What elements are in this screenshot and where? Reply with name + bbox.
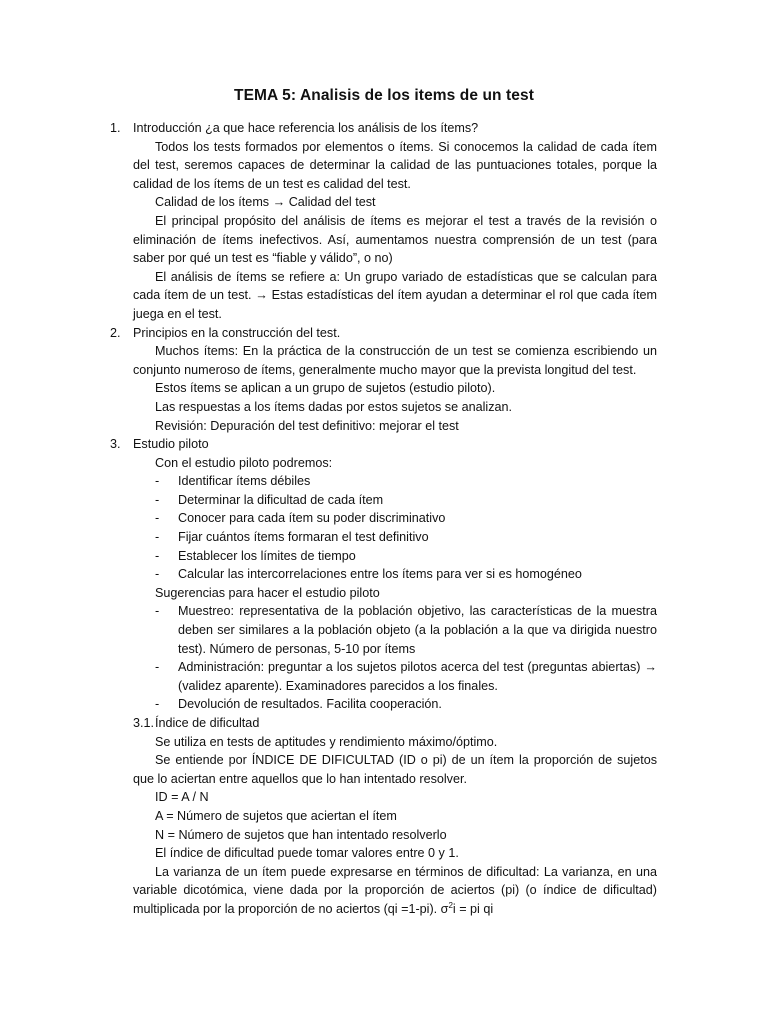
- bullet-list-capabilities: [110, 472, 657, 584]
- list-dash: -: [155, 604, 160, 619]
- formula: ID = A / N: [155, 790, 209, 805]
- section-heading-text: Estudio piloto: [133, 437, 209, 452]
- subsection-number: 3.1.: [133, 716, 155, 730]
- list-item: [110, 658, 657, 695]
- paragraph: Muchos ítems: En la práctica de la construcción de un test se comienza escribiendo un conjunto numeroso de ítems, generalmente mucho mayor que la prevista longitud del test.: [133, 344, 657, 377]
- paragraph: El análisis de ítems se refiere a: Un grupo variado de estadísticas que se calculan para cada ítem de un test. → Estas estadísticas del ítem ayudan a determinar el rol que cada ítem juega en el test.: [133, 269, 657, 321]
- list-dash: -: [155, 660, 160, 675]
- bullet-list-suggestions: [110, 602, 657, 714]
- paragraph-text: La varianza de un ítem puede expresarse en términos de dificultad: La varianza, en una variable dicotómica, viene dada por la proporción de aciertos (pi) (o índice de dificultad) multiplicada por la proporción de no aciertos (qi =1-pi).: [133, 864, 657, 916]
- section-2-heading: [110, 324, 657, 343]
- list-dash: -: [155, 511, 160, 526]
- section-number: 3.: [110, 437, 121, 452]
- list-item-text: Establecer los límites de tiempo: [178, 548, 356, 563]
- list-item: [110, 602, 657, 658]
- list-item: [110, 547, 657, 566]
- paragraph: Sugerencias para hacer el estudio piloto: [155, 585, 380, 600]
- paragraph: Todos los tests formados por elementos o ítems. Si conocemos la calidad de cada ítem del test, seremos capaces de determinar la calidad de las puntuaciones totales, porque la calidad de los ítems de un test es calidad del test.: [133, 139, 657, 191]
- section-heading-text: Principios en la construcción del test.: [133, 325, 341, 340]
- list-item-text: Conocer para cada ítem su poder discriminativo: [178, 511, 446, 526]
- list-item-text: Calcular las intercorrelaciones entre los ítems para ver si es homogéneo: [178, 567, 582, 582]
- formula: N = Número de sujetos que han intentado resolverlo: [155, 827, 447, 842]
- section-1-heading: [110, 119, 657, 138]
- list-item: [110, 695, 657, 714]
- list-item-text: Determinar la dificultad de cada ítem: [178, 492, 384, 507]
- sigma-symbol: σ: [440, 901, 449, 916]
- paragraph: Revisión: Depuración del test definitivo: mejorar el test: [155, 418, 459, 433]
- paragraph: El principal propósito del análisis de ítems es mejorar el test a través de la revisión o eliminación de ítems inefectivos. Así, aumentamos nuestra comprensión de un test (para saber por qué un test es “fiable y válido”, o no): [133, 213, 657, 266]
- paragraph: Se utiliza en tests de aptitudes y rendimiento máximo/óptimo.: [155, 734, 498, 749]
- formula-tail: i = pi qi: [452, 901, 494, 916]
- list-item-text: Administración: preguntar a los sujetos pilotos acerca del test (preguntas abiertas) → (validez aparente). Examinadores parecidos a los finales.: [178, 660, 657, 693]
- list-dash: -: [155, 567, 160, 582]
- section-3-heading: [110, 435, 657, 454]
- list-item-text: Identificar ítems débiles: [178, 474, 311, 489]
- list-item: [110, 491, 657, 510]
- section-heading-text: Introducción ¿a que hace referencia los análisis de los ítems?: [133, 121, 479, 135]
- subsection-3-1-heading: [110, 714, 657, 733]
- paragraph: Las respuestas a los ítems dadas por estos sujetos se analizan.: [155, 399, 513, 414]
- paragraph: Con el estudio piloto podremos:: [155, 455, 333, 470]
- list-item: [110, 472, 657, 491]
- section-number: 2.: [110, 325, 121, 340]
- paragraph-variance: [110, 863, 657, 919]
- paragraph: Se entiende por ÍNDICE DE DIFICULTAD (ID o pi) de un ítem la proporción de sujetos que lo aciertan entre aquellos que lo han intentado resolver.: [133, 753, 657, 786]
- list-item: [110, 565, 657, 584]
- list-dash: -: [155, 548, 160, 563]
- paragraph: Calidad de los ítems → Calidad del test: [155, 195, 376, 210]
- list-dash: -: [155, 697, 160, 712]
- list-item: [110, 528, 657, 547]
- list-item: [110, 509, 657, 528]
- paragraph: El índice de dificultad puede tomar valores entre 0 y 1.: [155, 846, 459, 861]
- document-body: [110, 119, 657, 919]
- list-item-text: Devolución de resultados. Facilita cooperación.: [178, 697, 442, 712]
- list-dash: -: [155, 474, 160, 489]
- list-dash: -: [155, 492, 160, 507]
- list-dash: -: [155, 530, 160, 545]
- subsection-heading-text: Índice de dificultad: [155, 716, 260, 730]
- paragraph: Estos ítems se aplican a un grupo de sujetos (estudio piloto).: [155, 381, 496, 396]
- section-number: 1.: [110, 121, 121, 135]
- superscript: 2: [448, 900, 453, 910]
- document-title: TEMA 5: Analisis de los items de un test: [234, 87, 534, 104]
- list-item-text: Fijar cuántos ítems formaran el test definitivo: [178, 530, 429, 545]
- formula: A = Número de sujetos que aciertan el ítem: [155, 808, 397, 823]
- list-item-text: Muestreo: representativa de la población objetivo, las características de la muestra deben ser similares a la población objeto (a la población a la que va dirigida nuestro test). Número de personas, 5-10 por ítems: [178, 604, 657, 656]
